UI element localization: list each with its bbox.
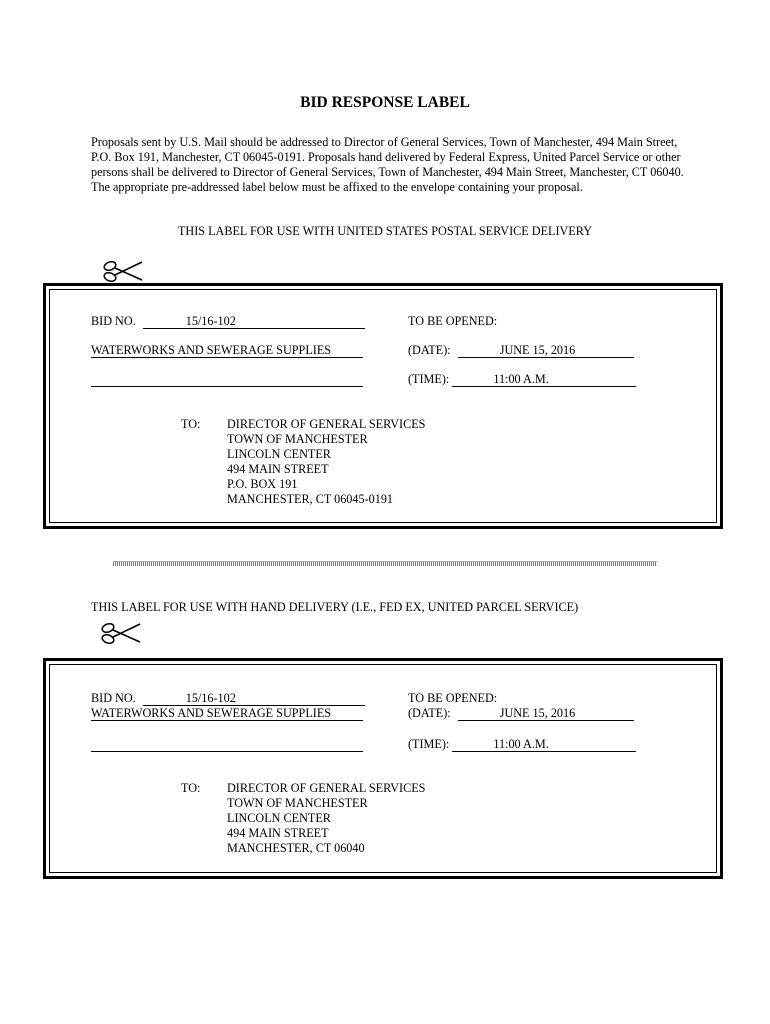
label1-project-name: WATERWORKS AND SEWERAGE SUPPLIES: [91, 343, 332, 357]
label1-bid-no-label: BID NO.: [91, 314, 136, 328]
address-line: TOWN OF MANCHESTER: [227, 432, 368, 446]
label2-time-row: [408, 737, 636, 752]
label2-date-row: [408, 706, 634, 721]
usps-label-note: THIS LABEL FOR USE WITH UNITED STATES POSTAL SERVICE DELIVERY: [177, 224, 593, 238]
label1-bid-no-row: [91, 314, 365, 329]
label2-bid-no-value: 15/16-102: [185, 691, 236, 705]
label1-date-label: (DATE):: [408, 343, 451, 357]
scissors-icon: [100, 258, 146, 284]
label1-to-be-opened: TO BE OPENED:: [408, 314, 498, 328]
label1-date-value: JUNE 15, 2016: [499, 343, 576, 357]
label2-blank-line: [91, 737, 363, 752]
label2-bid-no-row: [91, 691, 365, 706]
label1-blank-line: [91, 372, 363, 387]
address-line: DIRECTOR OF GENERAL SERVICES: [227, 781, 426, 795]
label1-time-label: (TIME):: [408, 372, 450, 386]
label2-date-value: JUNE 15, 2016: [499, 706, 576, 720]
address-line: TOWN OF MANCHESTER: [227, 796, 368, 810]
address-line: MANCHESTER, CT 06040: [227, 841, 365, 855]
label1-bid-no-value: 15/16-102: [185, 314, 236, 328]
address-line: LINCOLN CENTER: [227, 447, 331, 461]
label1-time-row: [408, 372, 636, 387]
document-title: BID RESPONSE LABEL: [300, 94, 470, 111]
address-line: DIRECTOR OF GENERAL SERVICES: [227, 417, 426, 431]
cut-line-separator: [113, 561, 657, 566]
address-line: P.O. BOX 191: [227, 477, 298, 491]
label2-date-label: (DATE):: [408, 706, 451, 720]
address-line: MANCHESTER, CT 06045-0191: [227, 492, 394, 506]
scissors-icon: [98, 620, 144, 646]
address-line: LINCOLN CENTER: [227, 811, 331, 825]
label2-address: [227, 781, 425, 856]
label2-project-name: WATERWORKS AND SEWERAGE SUPPLIES: [91, 706, 332, 720]
intro-paragraph: Proposals sent by U.S. Mail should be addressed to Director of General Services, Town of Manchester, 494 Main Street, P.O. Box 191, Manchester, CT 06045-0191. Proposals hand delivered by Federal Express, United Parcel Service or other persons shall be delivered to Director of General Services, Town of Manchester, 494 Main Street, Manchester, CT 06040. The appropriate pre-addressed label below must be affixed to the envelope containing your proposal.: [91, 135, 684, 194]
label2-time-value: 11:00 A.M.: [493, 737, 549, 751]
hand-delivery-note: THIS LABEL FOR USE WITH HAND DELIVERY (I.E., FED EX, UNITED PARCEL SERVICE): [91, 600, 579, 614]
label2-to-be-opened: TO BE OPENED:: [408, 691, 498, 705]
label2-bid-no-label: BID NO.: [91, 691, 136, 705]
label1-to-label: TO:: [181, 417, 201, 431]
label2-time-label: (TIME):: [408, 737, 450, 751]
label2-to-label: TO:: [181, 781, 201, 795]
label1-date-row: [408, 343, 634, 358]
address-line: 494 MAIN STREET: [227, 462, 329, 476]
label1-address: [227, 417, 425, 507]
label1-time-value: 11:00 A.M.: [493, 372, 549, 386]
address-line: 494 MAIN STREET: [227, 826, 329, 840]
